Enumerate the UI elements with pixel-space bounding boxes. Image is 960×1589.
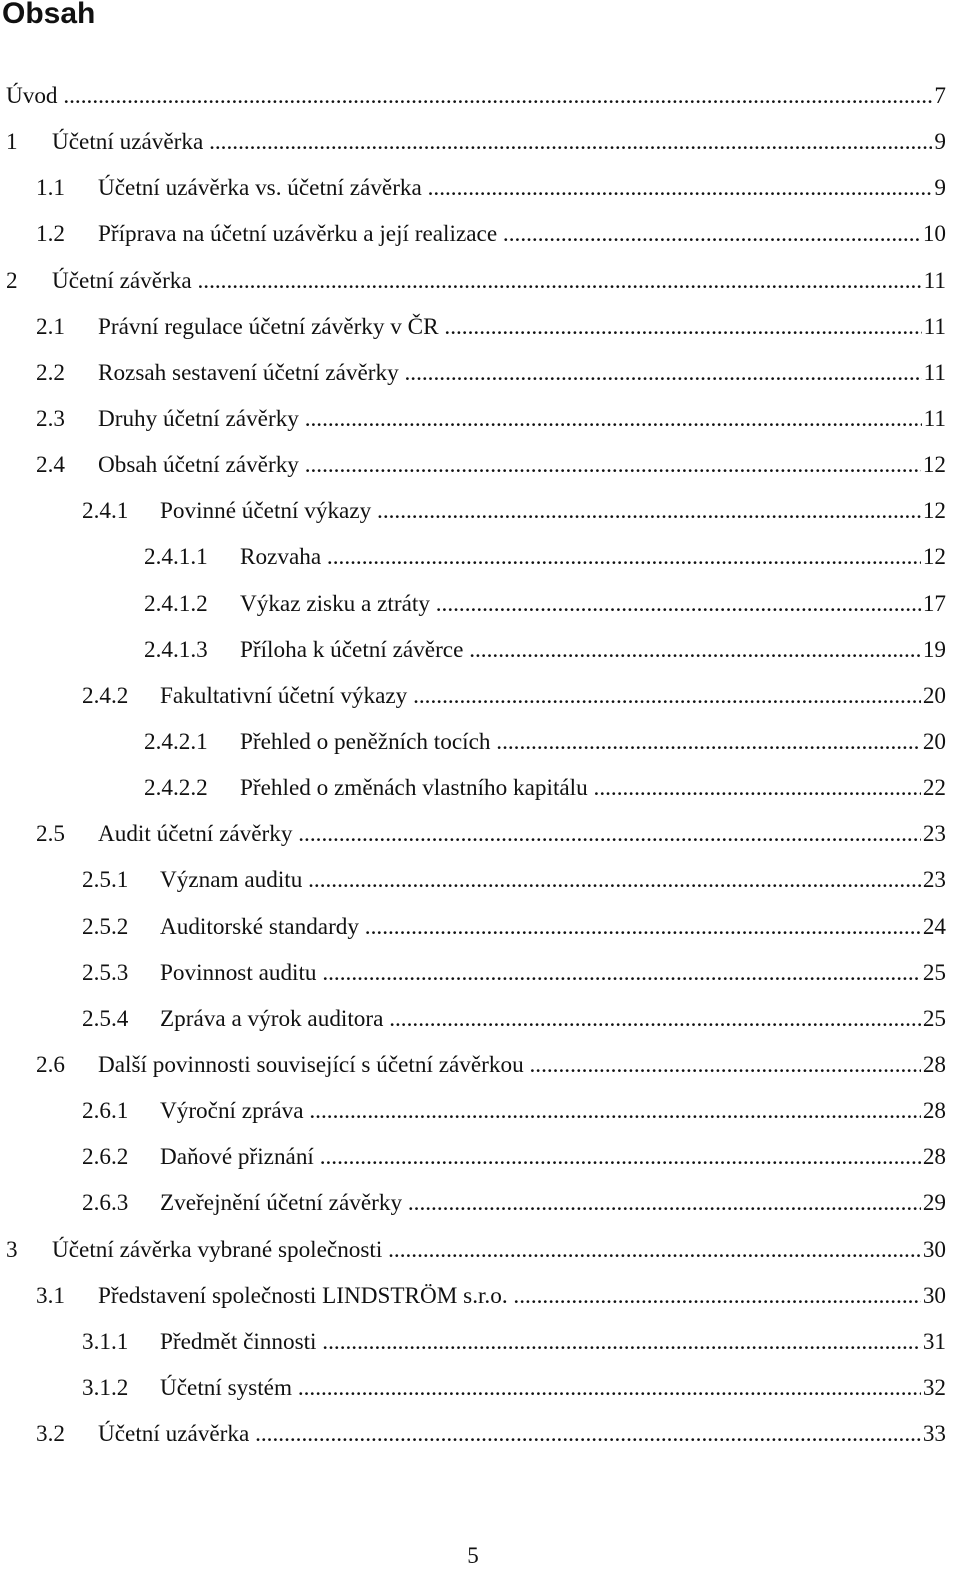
- toc-entry-page: 32: [921, 1365, 946, 1411]
- page-number: 5: [467, 1543, 479, 1568]
- toc-entry-number: 2.4.2.2: [144, 775, 208, 802]
- toc-entry-number: 3.1.2: [82, 1374, 129, 1401]
- toc-entry-number: 2.4: [36, 452, 65, 479]
- toc-entry-title: Povinnost auditu .....: [160, 950, 938, 996]
- toc-entry-2-4[interactable]: [0, 442, 960, 488]
- toc-entry-page: 12: [921, 442, 946, 488]
- toc-entry-2-4-1-2[interactable]: [0, 581, 960, 627]
- toc-entry-title: Právní regulace účetní závěrky v ČR .....: [98, 304, 938, 350]
- toc-entry-2-1[interactable]: [0, 304, 960, 350]
- toc-entry-3-2[interactable]: [0, 1411, 960, 1457]
- toc-entry-title: Účetní uzávěrka .....: [52, 119, 938, 165]
- toc-entry-page: 20: [921, 673, 946, 719]
- toc-entry-title: Úvod .....: [6, 73, 938, 119]
- toc-entry-page: 29: [921, 1180, 946, 1226]
- toc-entry-page: 10: [921, 211, 946, 257]
- toc-entry-title: Audit účetní závěrky .....: [98, 811, 938, 857]
- toc-entry-page: 9: [932, 165, 946, 211]
- toc-entry-3-1-2[interactable]: [0, 1365, 960, 1411]
- toc-entry-page: 28: [921, 1134, 946, 1180]
- toc-entry-title: Druhy účetní závěrky .....: [98, 396, 938, 442]
- toc-entry-page: 28: [921, 1088, 946, 1134]
- toc-entry-page: 28: [921, 1042, 946, 1088]
- toc-entry-1[interactable]: [0, 119, 960, 165]
- toc-entry-title: Účetní uzávěrka .....: [98, 1411, 938, 1457]
- toc-entry-number: 2.6.3: [82, 1190, 129, 1217]
- toc-entry-title: Daňové přiznání .....: [160, 1134, 938, 1180]
- toc-entry-number: 2.5: [36, 821, 65, 848]
- toc-entry-number: 2.1: [36, 313, 65, 340]
- toc-entry-2-5-4[interactable]: [0, 996, 960, 1042]
- toc-entry-page: 11: [922, 350, 946, 396]
- toc-entry-page: 31: [921, 1319, 946, 1365]
- toc-entry-title: Fakultativní účetní výkazy .....: [160, 673, 938, 719]
- toc-entry-2-4-1-3[interactable]: [0, 627, 960, 673]
- toc-entry-2-4-2[interactable]: [0, 673, 960, 719]
- toc-entry-title: Výkaz zisku a ztráty .....: [240, 581, 938, 627]
- toc-entry-number: 2.5.2: [82, 913, 129, 940]
- toc-entry-number: 2.5.4: [82, 1005, 129, 1032]
- toc-entry-title: Představení společnosti LINDSTRÖM s.r.o. .....: [98, 1273, 938, 1319]
- toc-entry-1-2[interactable]: [0, 211, 960, 257]
- toc-entry-2-3[interactable]: [0, 396, 960, 442]
- toc-entry-2-6[interactable]: [0, 1042, 960, 1088]
- toc-entry-1-1[interactable]: [0, 165, 960, 211]
- toc-entry-title: Rozvaha .....: [240, 534, 938, 580]
- toc-entry-page: 11: [922, 304, 946, 350]
- toc-entry-title: Rozsah sestavení účetní závěrky .....: [98, 350, 938, 396]
- toc-entry-3-1-1[interactable]: [0, 1319, 960, 1365]
- toc-entry-page: 17: [921, 581, 946, 627]
- toc-entry-2-4-1[interactable]: [0, 488, 960, 534]
- toc-entry-number: 2.6: [36, 1051, 65, 1078]
- toc-entry-2-5-1[interactable]: [0, 857, 960, 903]
- toc-entry-page: 11: [922, 258, 946, 304]
- toc-entry-title: Přehled o peněžních tocích .....: [240, 719, 938, 765]
- toc-entry-title: Účetní uzávěrka vs. účetní závěrka .....: [98, 165, 938, 211]
- toc-entry-page: 12: [921, 534, 946, 580]
- toc-entry-page: 11: [922, 396, 946, 442]
- toc-entry-page: 22: [921, 765, 946, 811]
- toc-entry-number: 3.1: [36, 1282, 65, 1309]
- toc-entry-title: Účetní závěrka .....: [52, 258, 938, 304]
- toc-entry-number: 2.6.1: [82, 1098, 129, 1125]
- toc-entry-2-2[interactable]: [0, 350, 960, 396]
- toc-entry-number: 3.2: [36, 1421, 65, 1448]
- toc-entry-title: Účetní závěrka vybrané společnosti .....: [52, 1227, 938, 1273]
- toc-entry-page: 20: [921, 719, 946, 765]
- toc-entry-3-1[interactable]: [0, 1273, 960, 1319]
- page-title: Obsah: [2, 0, 96, 30]
- toc-entry-number: 2.4.1.2: [144, 590, 208, 617]
- toc-entry-number: 2.4.2: [82, 682, 129, 709]
- toc-entry-number: 3: [6, 1236, 18, 1263]
- toc-entry-number: 2.4.2.1: [144, 728, 208, 755]
- toc-entry-2-5-2[interactable]: [0, 904, 960, 950]
- toc-entry-title: Příloha k účetní závěrce .....: [240, 627, 938, 673]
- toc-entry-page: 25: [921, 996, 946, 1042]
- toc-entry-page: 30: [921, 1227, 946, 1273]
- toc-entry-page: 24: [921, 904, 946, 950]
- toc-entry-number: 2.4.1: [82, 498, 129, 525]
- toc-entry-number: 3.1.1: [82, 1328, 129, 1355]
- toc-entry-2-4-2-2[interactable]: [0, 765, 960, 811]
- toc-entry-title: Účetní systém .....: [160, 1365, 938, 1411]
- toc-entry-page: 30: [921, 1273, 946, 1319]
- toc-entry-number: 2.5.3: [82, 959, 129, 986]
- toc-entry-page: 33: [921, 1411, 946, 1457]
- toc-entry-number: 1.1: [36, 175, 65, 202]
- toc-entry-page: 19: [921, 627, 946, 673]
- toc-entry-number: 1: [6, 129, 18, 156]
- toc-entry-title: Obsah účetní závěrky .....: [98, 442, 938, 488]
- toc-entry-page: 9: [932, 119, 946, 165]
- toc-entry-2-6-3[interactable]: [0, 1180, 960, 1226]
- toc-entry-number: 2.4.1.1: [144, 544, 208, 571]
- toc-entry-2-5[interactable]: [0, 811, 960, 857]
- toc-entry-number: 2.6.2: [82, 1144, 129, 1171]
- toc-entry-title: Zpráva a výrok auditora .....: [160, 996, 938, 1042]
- toc-entry-title: Předmět činnosti .....: [160, 1319, 938, 1365]
- toc-entry-page: 7: [932, 73, 946, 119]
- toc-entry-2-6-2[interactable]: [0, 1134, 960, 1180]
- toc-entry-2[interactable]: [0, 258, 960, 304]
- toc-entry-3[interactable]: [0, 1227, 960, 1273]
- toc-entry-title: Přehled o změnách vlastního kapitálu .....: [240, 765, 938, 811]
- toc-entry-2-5-3[interactable]: [0, 950, 960, 996]
- toc-entry-number: 2.4.1.3: [144, 636, 208, 663]
- table-of-contents: [0, 73, 960, 1457]
- toc-entry-2-4-1-1[interactable]: [0, 534, 960, 580]
- toc-entry-2-4-2-1[interactable]: [0, 719, 960, 765]
- toc-entry-title: Povinné účetní výkazy .....: [160, 488, 938, 534]
- toc-entry-title: Příprava na účetní uzávěrku a její realizace .....: [98, 211, 938, 257]
- toc-entry-title: Auditorské standardy .....: [160, 904, 938, 950]
- toc-entry-2-6-1[interactable]: [0, 1088, 960, 1134]
- toc-entry-number: 2.3: [36, 405, 65, 432]
- toc-entry-number: 2.5.1: [82, 867, 129, 894]
- toc-entry-uvod[interactable]: [0, 73, 960, 119]
- toc-entry-page: 12: [921, 488, 946, 534]
- toc-entry-title: Zveřejnění účetní závěrky .....: [160, 1180, 938, 1226]
- toc-entry-number: 2.2: [36, 359, 65, 386]
- toc-entry-title: Výroční zpráva .....: [160, 1088, 938, 1134]
- toc-entry-title: Význam auditu .....: [160, 857, 938, 903]
- toc-entry-number: 2: [6, 267, 18, 294]
- toc-entry-page: 23: [921, 811, 946, 857]
- toc-entry-page: 23: [921, 857, 946, 903]
- toc-entry-title: Další povinnosti související s účetní závěrkou .....: [98, 1042, 938, 1088]
- toc-entry-number: 1.2: [36, 221, 65, 248]
- toc-entry-page: 25: [921, 950, 946, 996]
